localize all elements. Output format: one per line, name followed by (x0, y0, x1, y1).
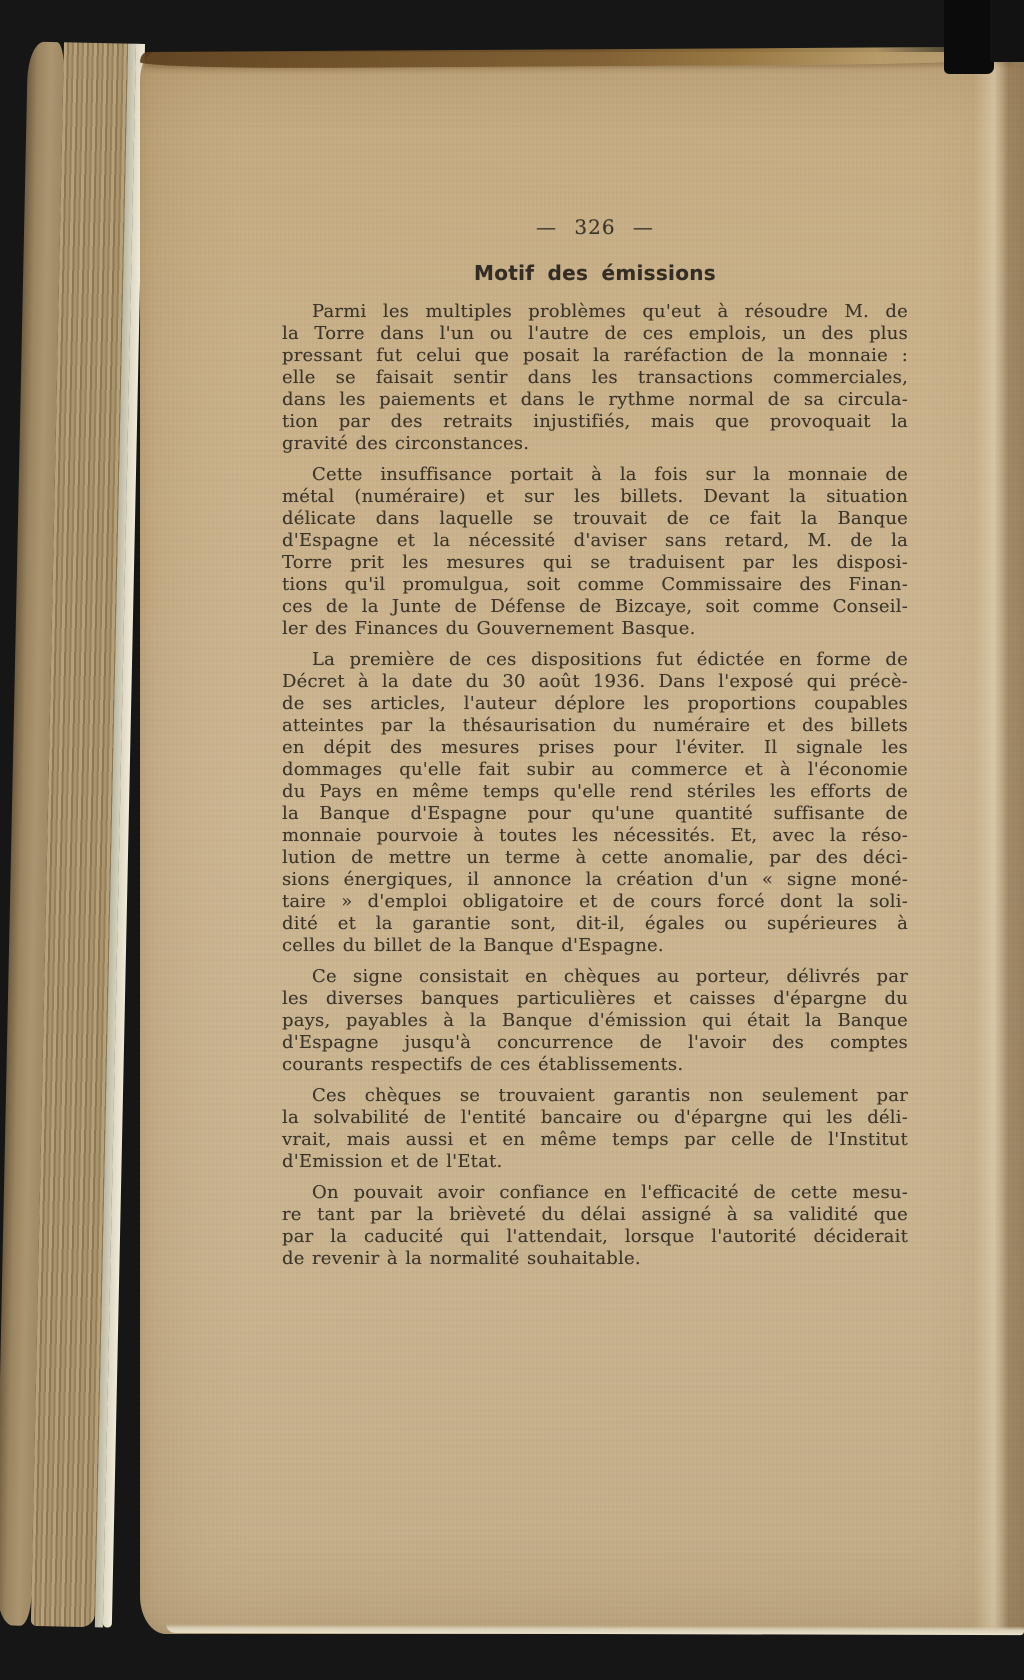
text-line: taire » d'emploi obligatoire et de cours forcé dont la soli- (282, 891, 908, 912)
text-line: dans les paiements et dans le rythme normal de sa circula- (282, 389, 908, 410)
text-line: pressant fut celui que posait la raréfaction de la monnaie : (282, 345, 908, 366)
text-line: tion par des retraits injustifiés, mais que provoquait la (282, 411, 908, 432)
paragraph (282, 966, 908, 1076)
text-line: gravité des circonstances. (282, 433, 530, 454)
body-text (282, 301, 908, 1270)
text-line: atteintes par la thésaurisation du numéraire et des billets (282, 715, 908, 736)
text-line: de ses articles, l'auteur déplore les proportions coupables (282, 693, 908, 714)
text-line: Parmi les multiples problèmes qu'eut à résoudre M. de (312, 301, 908, 322)
book-page (140, 52, 1024, 1634)
backdrop-corner-gap-icon (990, 0, 1024, 62)
text-line: Décret à la date du 30 août 1936. Dans l'exposé qui précè- (282, 671, 908, 692)
page-content (282, 214, 908, 1279)
page-top-stain (140, 47, 1016, 69)
text-line: lution de mettre un terme à cette anomalie, par des déci- (282, 847, 908, 868)
text-line: par la caducité qui l'attendait, lorsque l'autorité déciderait (282, 1226, 908, 1247)
paragraph (282, 649, 908, 957)
paragraph (282, 1085, 908, 1173)
text-line: dité et la garantie sont, dit-il, égales ou supérieures à (282, 913, 908, 934)
text-line: de revenir à la normalité souhaitable. (282, 1248, 641, 1269)
text-line: métal (numéraire) et sur les billets. Devant la situation (282, 486, 908, 507)
text-line: re tant par la brièveté du délai assigné à sa validité que (282, 1204, 908, 1225)
paragraph (282, 464, 908, 640)
text-line: La première de ces dispositions fut édictée en forme de (312, 649, 908, 670)
text-line: On pouvait avoir confiance en l'efficacité de cette mesu- (312, 1182, 908, 1203)
section-heading: Motif des émissions (474, 261, 716, 285)
text-line: d'Espagne jusqu'à concurrence de l'avoir des comptes (282, 1032, 908, 1053)
text-line: vrait, mais aussi et en même temps par celle de l'Institut (282, 1129, 908, 1150)
text-line: la solvabilité de l'entité bancaire ou d'épargne qui les déli- (282, 1107, 908, 1128)
text-line: courants respectifs de ces établissements. (282, 1054, 684, 1075)
text-line: dommages qu'elle fait subir au commerce et à l'économie (282, 759, 908, 780)
text-line: sions énergiques, il annonce la création d'un « signe moné- (282, 869, 908, 890)
text-line: en dépit des mesures prises pour l'éviter. Il signale les (282, 737, 908, 758)
text-line: monnaie pourvoie à toutes les nécessités. Et, avec la réso- (282, 825, 908, 846)
text-line: d'Espagne et la nécessité d'aviser sans retard, M. de la (282, 530, 908, 551)
page-right-curl-shadow (1002, 52, 1024, 1634)
text-line: ler des Finances du Gouvernement Basque. (282, 618, 696, 639)
text-line: ces de la Junte de Défense de Bizcaye, soit comme Conseil- (282, 596, 908, 617)
paragraph (282, 301, 908, 455)
text-line: du Pays en même temps qu'elle rend stériles les efforts de (282, 781, 908, 802)
text-line: elle se faisait sentir dans les transactions commerciales, (282, 367, 908, 388)
text-line: d'Emission et de l'Etat. (282, 1151, 503, 1172)
text-line: Ces chèques se trouvaient garantis non seulement par (312, 1085, 908, 1106)
text-line: Cette insuffisance portait à la fois sur la monnaie de (312, 464, 908, 485)
text-line: Ce signe consistait en chèques au porteur, délivrés par (312, 966, 908, 987)
page-number: — 326 — (536, 215, 654, 239)
text-line: la Banque d'Espagne pour qu'une quantité suffisante de (282, 803, 908, 824)
text-line: délicate dans laquelle se trouvait de ce fait la Banque (282, 508, 908, 529)
book-binding (0, 42, 146, 1628)
text-line: la Torre dans l'un ou l'autre de ces emplois, un des plus (282, 323, 908, 344)
text-line: Torre prit les mesures qui se traduisent par les disposi- (282, 552, 908, 573)
text-line: celles du billet de la Banque d'Espagne. (282, 935, 664, 956)
page-bottom-deckle (166, 1624, 1024, 1635)
text-line: les diverses banques particulières et caisses d'épargne du (282, 988, 908, 1009)
paragraph (282, 1182, 908, 1270)
backdrop-gap-icon (944, 0, 994, 74)
text-line: tions qu'il promulgua, soit comme Commissaire des Finan- (282, 574, 908, 595)
text-line: pays, payables à la Banque d'émission qui était la Banque (282, 1010, 908, 1031)
